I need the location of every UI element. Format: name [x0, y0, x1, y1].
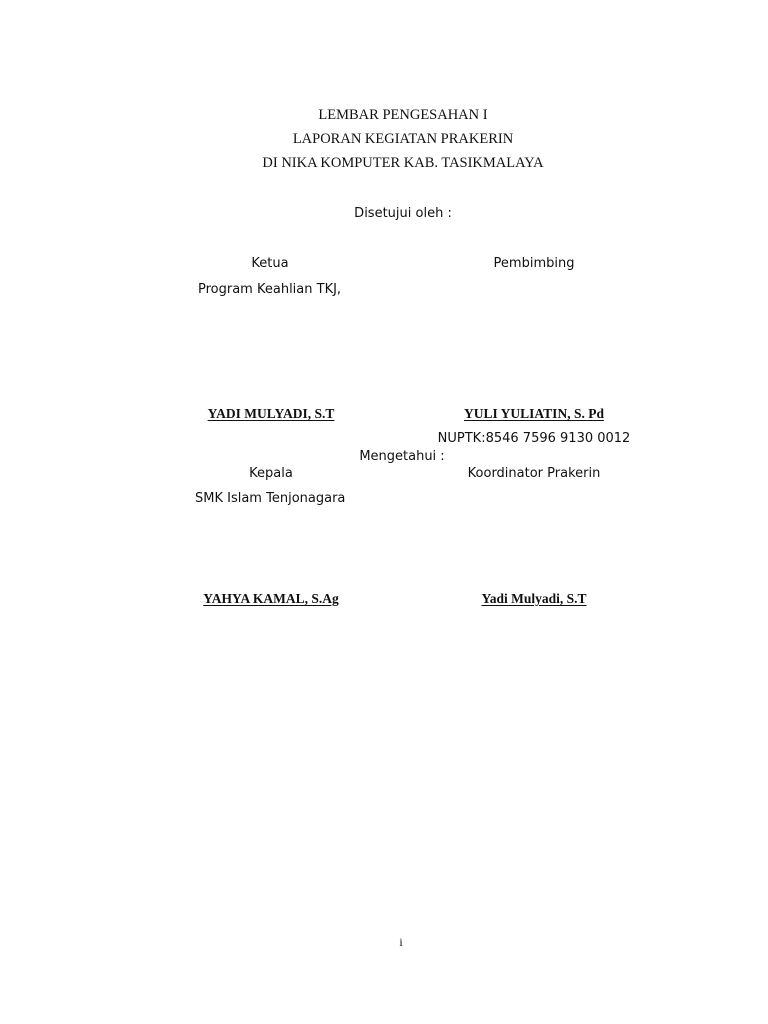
right-id-number-1: NUPTK:8546 7596 9130 0012	[437, 431, 631, 446]
right-role-2: Koordinator Prakerin	[467, 466, 601, 481]
right-role-1: Pembimbing	[493, 256, 575, 271]
left-role-1: Ketua	[251, 256, 289, 271]
title-line-1: LEMBAR PENGESAHAN I	[318, 107, 488, 123]
page-number: i	[399, 935, 403, 949]
acknowledged-by-label: Mengetahui :	[359, 449, 445, 464]
approved-by-label: Disetujui oleh :	[354, 206, 452, 221]
left-role-2: Kepala	[249, 466, 293, 481]
right-signatory-name-2: Yadi Mulyadi, S.T	[481, 591, 587, 606]
right-signatory-name-1: YULI YULIATIN, S. Pd	[464, 406, 604, 421]
left-signatory-name-2: YAHYA KAMAL, S.Ag	[203, 591, 339, 606]
left-unit-2: SMK Islam Tenjonagara	[195, 491, 346, 506]
left-signatory-name-1: YADI MULYADI, S.T	[207, 406, 335, 421]
left-unit-1: Program Keahlian TKJ,	[198, 282, 342, 297]
title-line-3: DI NIKA KOMPUTER KAB. TASIKMALAYA	[262, 155, 544, 171]
title-line-2: LAPORAN KEGIATAN PRAKERIN	[292, 131, 514, 147]
